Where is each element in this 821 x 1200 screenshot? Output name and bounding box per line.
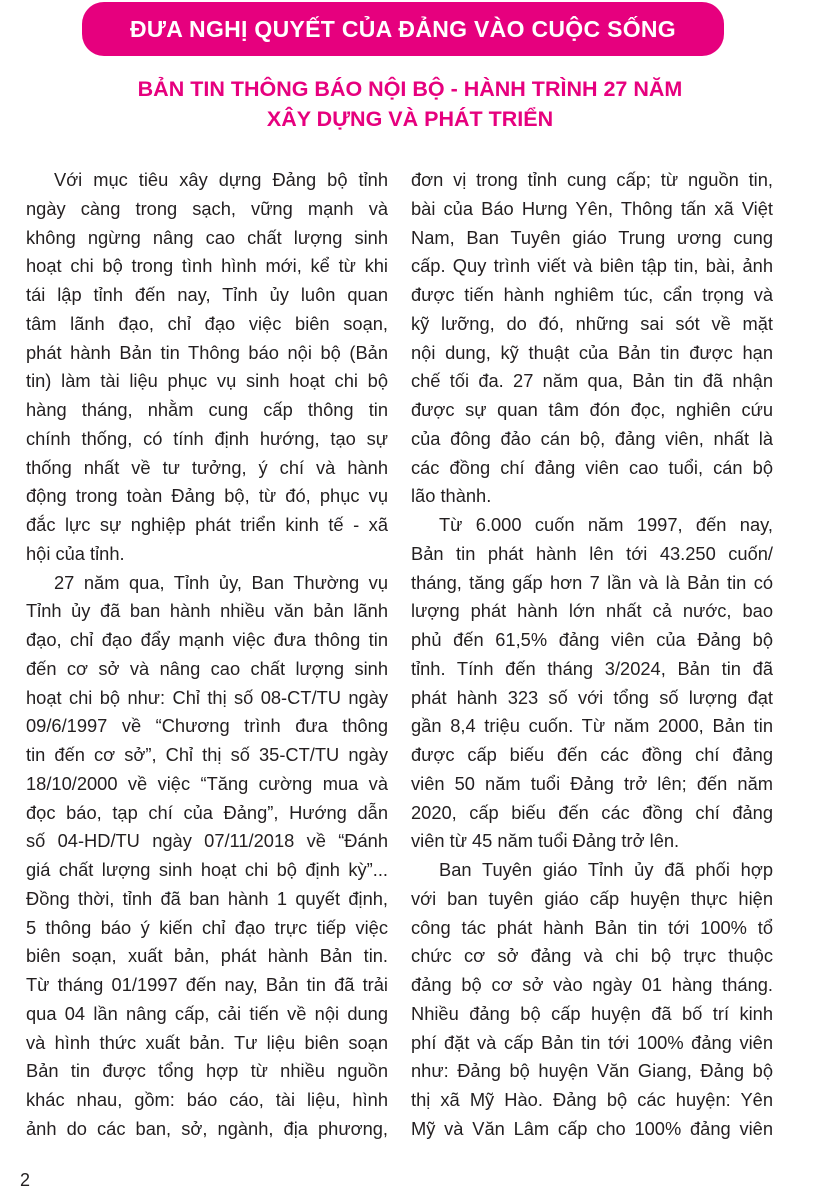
text-line: đảng bộ cơ sở vào ngày 01 hàng tháng. [411,974,773,995]
text-line: biên soạn, xuất bản, phát hành Bản tin. [26,945,388,967]
text-line: thống nhất về tư tưởng, ý chí và hành [26,456,388,478]
text-line: đơn vị trong tỉnh cung cấp; từ nguồn tin, [411,169,773,190]
text-line: Bản tin phát hành lên tới 43.250 cuốn/ [411,542,773,564]
text-line: viên từ 45 năm tuổi Đảng trở lên. [411,830,680,852]
text-line: được sự quan tâm đón đọc, nghiên cứu [411,399,773,420]
text-line: phát hành 323 số với tổng số lượng đạt [411,686,773,708]
text-line: 27 năm qua, Tỉnh ủy, Ban Thường vụ [54,571,388,593]
text-line: không ngừng nâng cao chất lượng sinh [26,226,388,248]
text-line: Bản tin được tổng hợp từ nhiều nguồn [26,1060,388,1082]
text-line: hoạt chi bộ như: Chỉ thị số 08-CT/TU ngày [26,686,388,708]
text-line: ảnh do các ban, sở, ngành, địa phương, [26,1117,388,1139]
text-line: chính thống, có tính định hướng, tạo sự [26,427,388,449]
text-line: đọc báo, tạp chí của Đảng”, Hướng dẫn [26,801,388,823]
text-line: Với mục tiêu xây dựng Đảng bộ tỉnh [54,169,388,190]
text-line: tin) làm tài liệu phục vụ sinh hoạt chi bộ [26,370,388,392]
text-line: phát hành Bản tin Thông báo nội bộ (Bản [26,341,388,363]
left-column [26,166,388,1144]
text-line: hàng tháng, nhằm cung cấp thông tin [26,399,388,420]
text-line: số 04-HD/TU ngày 07/11/2018 về “Đánh [26,830,388,852]
text-line: tâm lãnh đạo, chỉ đạo việc biên soạn, [26,312,388,334]
text-line: các đồng chí đảng viên cao tuổi, cán bộ [411,456,773,478]
text-line: tái lập tỉnh đến nay, Tỉnh ủy luôn quan [26,284,388,305]
text-line: lượng phát hành lớn nhất cả nước, bao [411,600,773,622]
section-banner [82,2,724,56]
text-line: động trong toàn Đảng bộ, từ đó, phục vụ [26,485,388,507]
text-line: 18/10/2000 về việc “Tăng cường mua và [26,772,388,794]
text-line: Tỉnh ủy đã ban hành nhiều văn bản lãnh [26,600,388,622]
text-line: kỹ lưỡng, do đó, những sai sót về mặt [411,312,773,334]
text-line: ngày càng trong sạch, vững mạnh và [26,197,388,219]
text-line: Từ tháng 01/1997 đến nay, Bản tin đã trải [26,974,388,995]
article-title-line: XÂY DỰNG VÀ PHÁT TRIỂN [266,107,554,131]
text-line: khác nhau, gồm: báo cáo, tài liệu, hình [26,1089,388,1110]
text-line: gần 8,4 triệu cuốn. Từ năm 2000, Bản tin [411,715,773,737]
section-banner-label: ĐƯA NGHỊ QUYẾT CỦA ĐẢNG VÀO CUỘC SỐNG [130,15,676,42]
text-line: tháng, tăng gấp hơn 7 lần và là Bản tin có [411,571,773,593]
text-line: được tiến hành nghiêm túc, cẩn trọng và [411,284,773,305]
text-line: như: Đảng bộ huyện Văn Giang, Đảng bộ [411,1060,773,1082]
text-line: 09/6/1997 về “Chương trình đưa thông [26,715,388,737]
article-title [60,74,760,134]
text-line: tỉnh. Tính đến tháng 3/2024, Bản tin đã [411,657,773,679]
text-line: đạo, chỉ đạo đẩy mạnh việc đưa thông tin [26,629,388,650]
text-line: phí đặt và cấp Bản tin tới 100% đảng viên [411,1031,773,1053]
text-line: với ban tuyên giáo cấp huyện thực hiện [411,887,773,909]
text-line: Nam, Ban Tuyên giáo Trung ương cung [411,226,773,248]
text-line: cấp. Quy trình viết và biên tập tin, bài, ảnh [411,255,773,277]
text-line: nội dung, kỹ thuật của Bản tin được hạn [411,341,773,363]
text-line: và hình thức xuất bản. Tư liệu biên soạn [26,1031,388,1053]
text-line: Nhiều đảng bộ cấp huyện đã bố trí kinh [411,1002,773,1024]
text-line: hoạt chi bộ trong tình hình mới, kể từ khi [26,255,388,277]
text-line: được cấp biếu đến các đồng chí đảng [411,744,773,765]
text-line: phủ đến 61,5% đảng viên của Đảng bộ [411,629,773,650]
text-line: giá chất lượng sinh hoạt chi bộ định kỳ”... [26,859,388,880]
text-line: 5 thông báo ý kiến chỉ đạo trực tiếp việc [26,916,388,938]
text-line: chức cơ sở đảng và chi bộ trực thuộc [411,945,773,967]
text-line: lão thành. [411,485,492,507]
text-line: viên 50 năm tuổi Đảng trở lên; đến năm [411,772,773,794]
text-line: qua 04 lần nâng cấp, cải tiến về nội dung [26,1002,388,1024]
article-title-line: BẢN TIN THÔNG BÁO NỘI BỘ - HÀNH TRÌNH 27 NĂM [137,77,683,101]
text-line: chế tối đa. 27 năm qua, Bản tin đã nhận [411,370,773,392]
text-line: của đông đảo cán bộ, đảng viên, nhất là [411,427,773,449]
text-line: Đồng thời, tỉnh đã ban hành 1 quyết định, [26,887,388,909]
text-line: đến cơ sở và nâng cao chất lượng sinh [26,657,388,679]
page-number: 2 [20,1170,31,1190]
text-line: Từ 6.000 cuốn năm 1997, đến nay, [439,514,773,535]
text-line: bài của Báo Hưng Yên, Thông tấn xã Việt [411,197,773,219]
text-line: tin đến cơ sở”, Chỉ thị số 35-CT/TU ngày [26,744,388,765]
text-line: 2020, cấp biếu đến các đồng chí đảng [411,801,773,823]
text-line: Ban Tuyên giáo Tỉnh ủy đã phối hợp [439,859,773,880]
text-line: thị xã Mỹ Hào. Đảng bộ các huyện: Yên [411,1089,773,1110]
right-column [411,166,773,1144]
text-line: hội của tỉnh. [26,542,125,564]
text-line: đắc lực sự nghiệp phát triển kinh tế - xã [26,514,388,535]
text-line: Mỹ và Văn Lâm cấp cho 100% đảng viên [411,1117,773,1139]
text-line: công tác phát hành Bản tin tới 100% tổ [411,916,773,938]
